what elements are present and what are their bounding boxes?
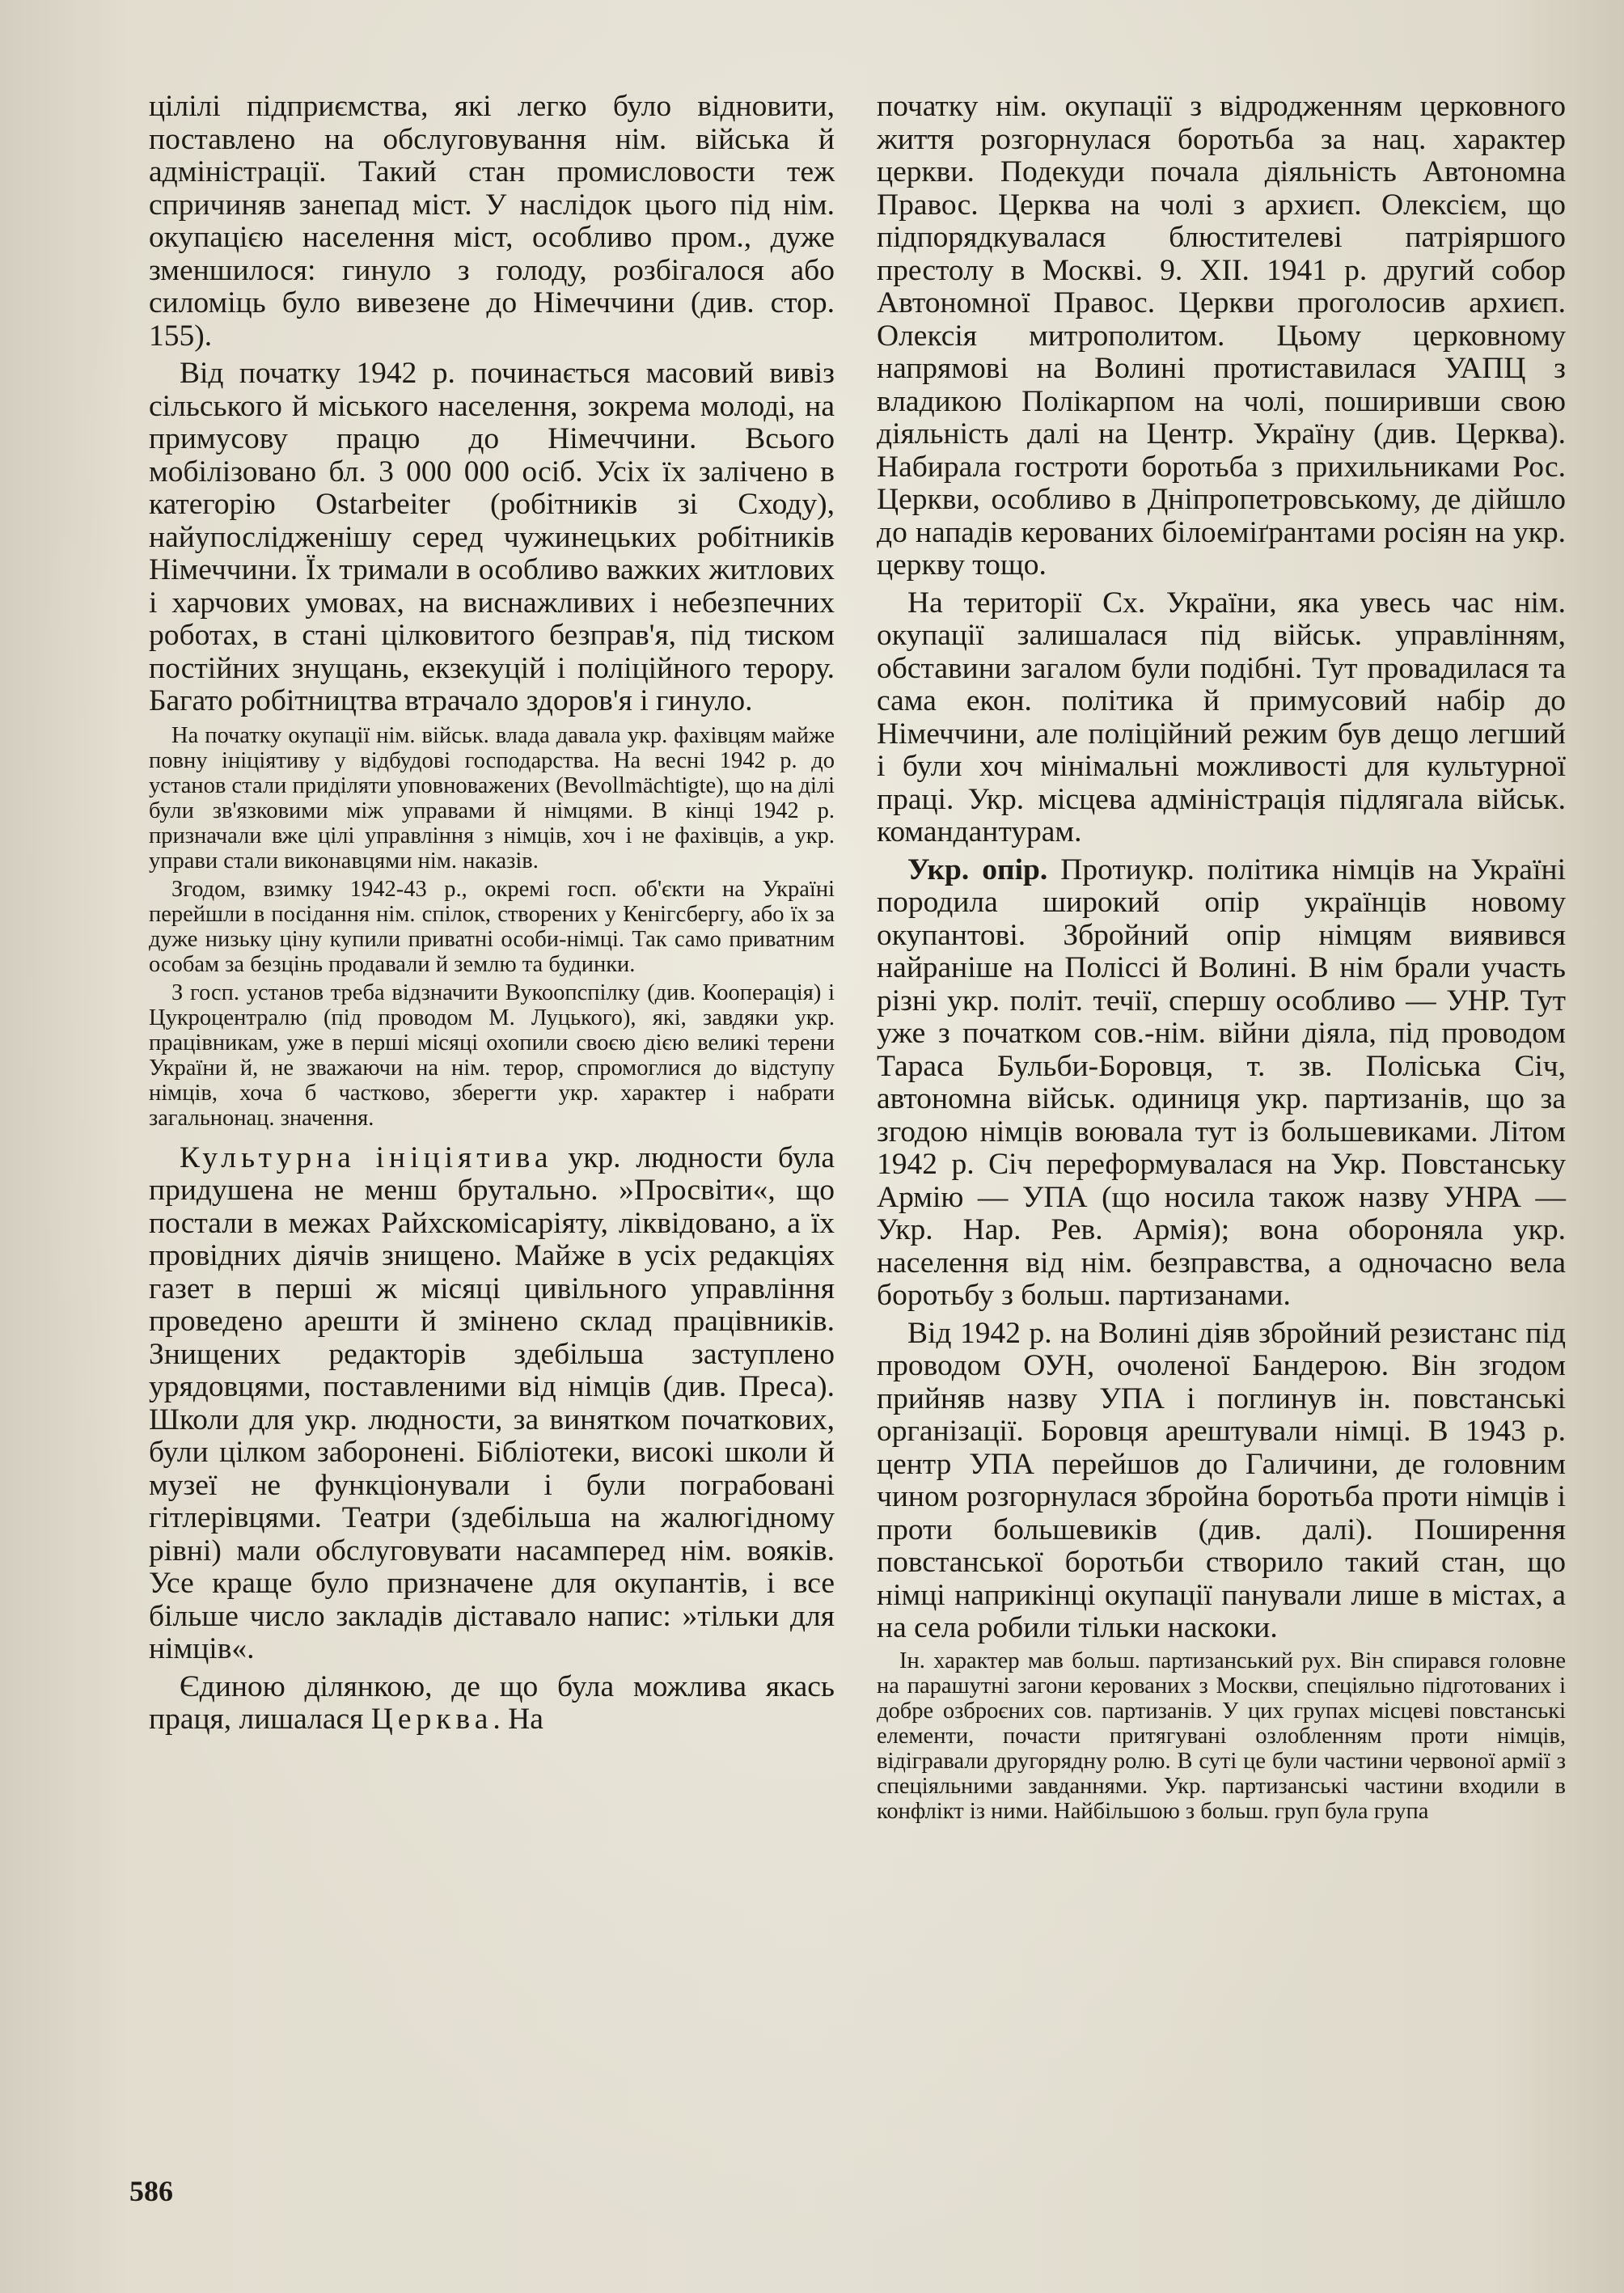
page-number: 586 <box>129 2175 173 2207</box>
note-administration: На початку окупації нім. військ. влада давала укр. фахівцям майже повну ініціятиву у відбудові господарства. На весні 1942 р. до установ стали приділяти уповноважених (Bevollmächtigte), що на ділі були зв'язковими між управами й німцями. В кінці 1942 р. призначали вже цілі управління з німців, хоч і не фахівців, а укр. управи стали виконавцями нім. наказів. <box>149 722 835 874</box>
note-cooperatives: З госп. установ треба відзначити Вукоопспілку (див. Кооперація) і Цукроцентралю (під проводом М. Луцького), які, завдяки укр. працівникам, уже в перші місяці охопили своєю дією великі терени України й, не зважаючи на нім. терор, спромоглися до відступу німців, хоча б частково, зберегти укр. характер і набрати загальнонац. значення. <box>149 979 835 1131</box>
paragraph-resistance <box>877 854 1566 1313</box>
paragraph-church-struggle: початку нім. окупації з відродженням церковного життя розгорнулася боротьба за нац. характер церкви. Подекуди почала діяльність Автономна Правос. Церква на чолі з архиєп. Олексієм, що підпорядкувалася блюстителеві патріяршого престолу в Москві. 9. XII. 1941 р. другий собор Автономної Правос. Церкви проголосив архиєп. Олексія митрополитом. Цьому церковному напрямові на Волині протиставилася УАПЦ з владикою Полікарпом на чолі, поширивши свою діяльність далі на Центр. Україну (див. Церква). Набирала гостроти боротьба з прихильниками Рос. Церкви, особливо в Дніпропетровському, де дійшло до нападів керованих білоеміґрантами росіян на укр. церкву тощо. <box>877 90 1566 582</box>
paragraph-resistance-text: Протиукр. політика німців на Україні породила широкий опір українців новому окупантові. Збройний опір німцям виявився найраніше на Поліссі й Волині. В нім брали участь різні укр. політ. течії, спершу особливо — УНР. Тут уже з початком сов.-нім. війни діяла, під проводом Тараса Бульби-Боровця, т. зв. Поліська Січ, автономна військ. одиниця укр. партизанів, що за згодою німців воювала тут із большевиками. Літом 1942 р. Січ переформувалася на Укр. Повстанську Армію — УПА (що носила також назву УНРА — Укр. Нар. Рев. Армія); вона обороняла укр. населення від нім. безправства, а одночасно вела боротьбу з больш. партизанами. <box>877 852 1566 1312</box>
paragraph-industry-decline: цілілі підприємства, які легко було відновити, поставлено на обслуговування нім. війська й адміністрації. Такий стан промисловости теж спричиняв занепад міст. У наслідок цього під нім. окупацією населення міст, особливо пром., дуже зменшилося: гинуло з голоду, розбігалося або силоміць було вивезене до Німеччини (див. стор. 155). <box>149 90 835 353</box>
paragraph-eastern-ukraine: На території Сх. України, яка увесь час нім. окупації залишалася під військ. управлінням, обставини загалом були подібні. Тут провадилася та сама екон. політика й примусовий набір до Німеччини, але поліційний режим був дещо легший і були хоч мінімальні можливості для культурної праці. Укр. місцева адміністрація підлягала військ. командантурам. <box>877 586 1566 848</box>
paragraph-forced-labor: Від початку 1942 р. починається масовий вивіз сільського й міського населення, зокрема молоді, на примусову працю до Німеччини. Всього мобілізовано бл. 3 000 000 осіб. Усіх їх залічено в категорію Ostarbeiter (робітників зі Сходу), найупослідженішу серед чужинецьких робітників Німеччини. Їх тримали в особливо важких житлових і харчових умовах, на виснажливих і небезпечних роботах, в стані цілковитого безправ'я, під тиском постійних знущань, екзекуцій і поліційного терору. Багато робітництва втрачало здоров'я і гинуло. <box>149 357 835 717</box>
church-intro-end: . На <box>493 1703 543 1736</box>
note-soviet-partisans: Ін. характер мав больш. партизанський рух. Він спирався головне на парашутні загони керованих з Москви, спеціяльно підготованих і добре озброєних сов. партизанів. У цих групах місцеві повстанські елементи, почасти притягувані озлобленням проти німців, відігравали другорядну ролю. В суті це були частини червоної армії з спеціяльними завданнями. Укр. партизанські частини входили в конфлікт із ними. Найбільшою з больш. груп була група <box>877 1648 1566 1824</box>
church-intro-text: Єдиною ділянкою, де що була можлива якась праця, лишалася <box>149 1669 835 1736</box>
paragraph-cultural-initiative <box>149 1142 835 1666</box>
section-lead-cultural-initiative: Культурна ініціятива <box>180 1140 553 1174</box>
church-term: Церква <box>370 1703 493 1736</box>
paragraph-church-intro <box>149 1671 835 1737</box>
note-property-transfer: Згодом, взимку 1942-43 р., окремі госп. об'єкти на Україні перейшли в посідання нім. спілок, створених у Кенігсбергу, або їх за дуже низьку ціну купили приватні особи-німці. Так само приватним особам за безцінь продавали й землю та будинки. <box>149 876 835 977</box>
paragraph-upa: Від 1942 р. на Волині діяв збройний резистанс під проводом ОУН, очоленої Бандерою. Він згодом прийняв назву УПА і поглинув ін. повстанські організації. Боровця арештували німці. В 1943 р. центр УПА перейшов до Галичини, де головним чином розгорнулася збройна боротьба проти німців і проти большевиків (див. далі). Поширення повстанської боротьби створило такий стан, що німці наприкінці окупації панували лише в містах, а на села робили тільки наскоки. <box>877 1316 1566 1644</box>
right-column <box>877 91 1566 1824</box>
left-column <box>149 91 835 1737</box>
paragraph-cultural-initiative-text: укр. людности була придушена не менш брутально. »Просвіти«, що постали в межах Райхскомісаріяту, ліквідовано, а їх провідних діячів знищено. Майже в усіх редакціях газет в перші ж місяці цивільного управління проведено арешти й змінено склад працівників. Знищених редакторів здебільша заступлено урядовцями, поставленими від німців (див. Преса). Школи для укр. людности, за винятком початкових, були цілком заборонені. Бібліотеки, високі школи й музеї не функціонували і були пограбовані гітлерівцями. Театри (здебільша на жалюгідному рівні) мали обслуговувати насамперед нім. вояків. Усе краще було призначене для окупантів, і все більше число закладів діставало напис: »тільки для німців«. <box>149 1140 835 1665</box>
section-heading-resistance: Укр. опір. <box>907 852 1048 886</box>
